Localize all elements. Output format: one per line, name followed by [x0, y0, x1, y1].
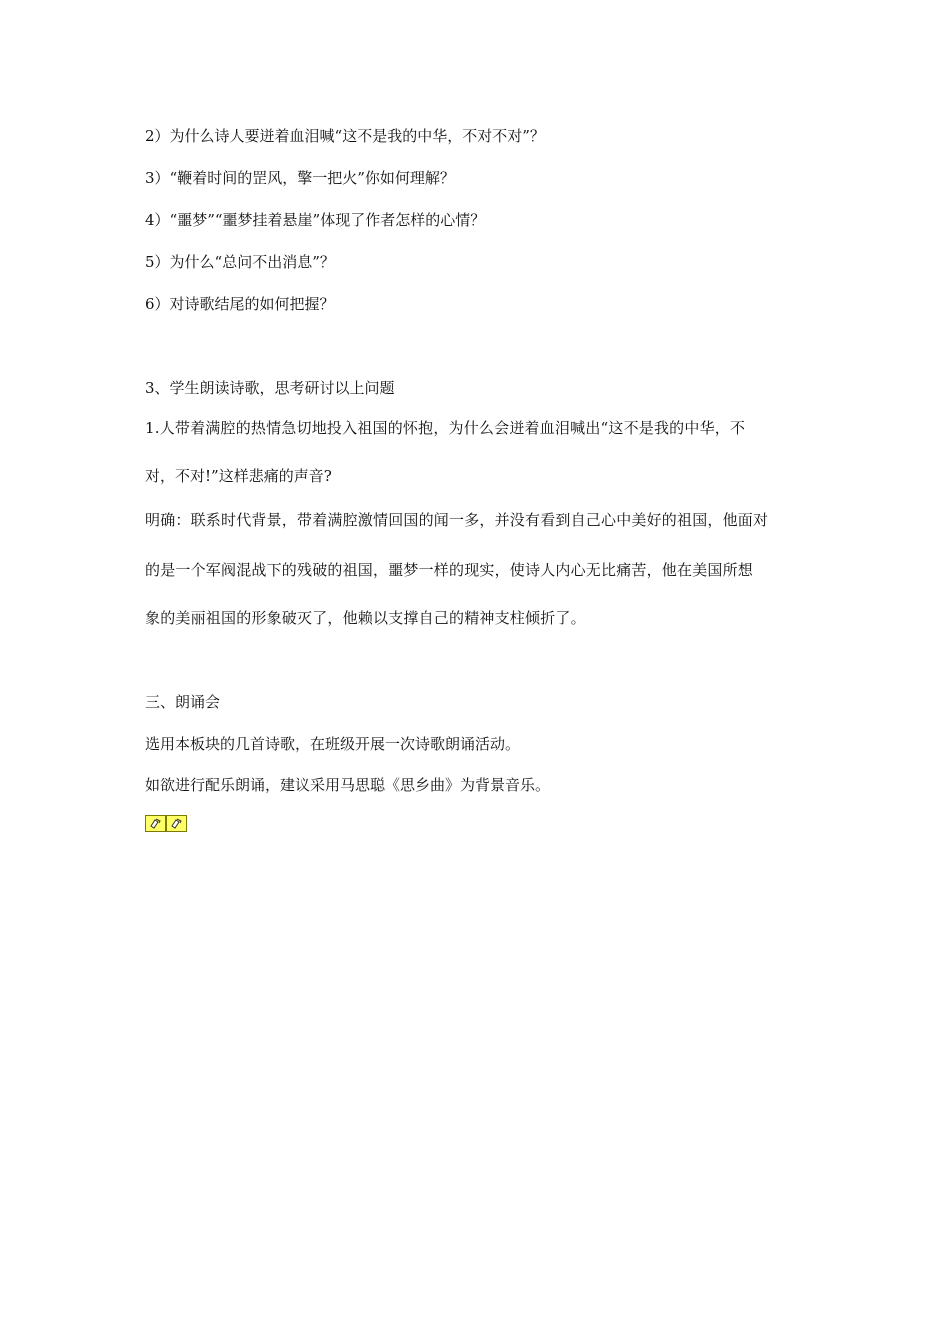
point-1-line-2: 对，不对!”这样悲痛的声音? [145, 467, 332, 485]
question-3: 3）“鞭着时间的罡风，擎一把火”你如何理解？ [145, 169, 455, 187]
answer-line-1: 明确：联系时代背景，带着满腔激情回国的闻一多，并没有看到自己心中美好的祖国，他面对 [145, 511, 769, 529]
answer-line-2: 的是一个军阀混战下的残破的祖国，噩梦一样的现实，使诗人内心无比痛苦，他在美国所想 [145, 561, 754, 579]
link-icon[interactable] [166, 815, 187, 832]
link-icon[interactable] [145, 815, 166, 832]
part-3-heading: 三、朗诵会 [145, 693, 221, 711]
section-3-heading: 3、学生朗读诗歌，思考研讨以上问题 [145, 379, 395, 397]
point-1-line-1: 1.人带着满腔的热情急切地投入祖国的怀抱，为什么会迸着血泪喊出“这不是我的中华，不 [145, 419, 746, 437]
question-5: 5）为什么“总问不出消息”？ [145, 253, 335, 271]
part-3-line-1: 选用本板块的几首诗歌，在班级开展一次诗歌朗诵活动。 [145, 735, 521, 753]
answer-line-3: 象的美丽祖国的形象破灭了，他赖以支撑自己的精神支柱倾折了。 [145, 609, 586, 627]
question-2: 2）为什么诗人要迸着血泪喊“这不是我的中华，不对不对”？ [145, 127, 545, 145]
question-4: 4）“噩梦”“噩梦挂着悬崖”体现了作者怎样的心情？ [145, 211, 486, 229]
part-3-line-2: 如欲进行配乐朗诵，建议采用马思聪《思乡曲》为背景音乐。 [145, 776, 551, 794]
question-6: 6）对诗歌结尾的如何把握？ [145, 295, 335, 313]
attachment-icons [145, 815, 187, 832]
